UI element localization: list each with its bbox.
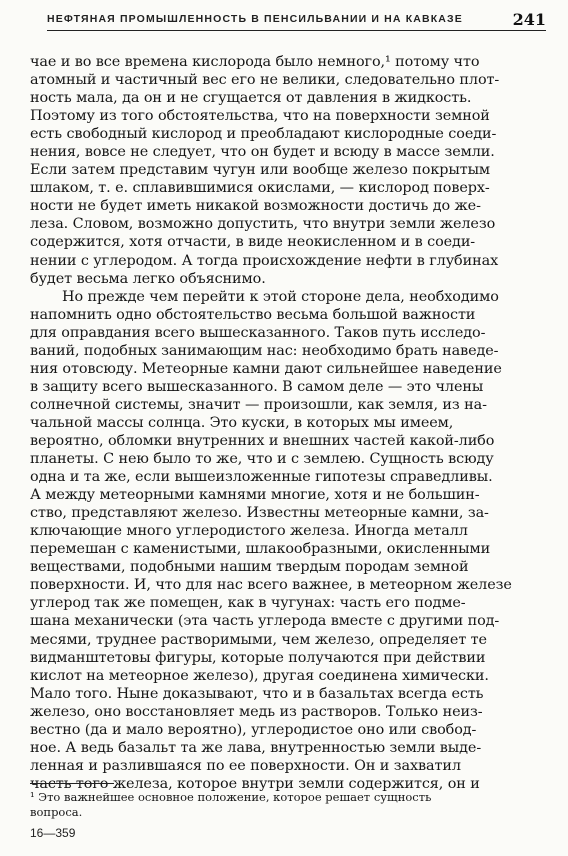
page-header	[47, 8, 546, 31]
footnote-separator	[30, 783, 114, 784]
paragraph-2: Но прежде чем перейти к этой стороне дела, необходимо напомнить одно обстоятельство весьма большой важности для оправдания всего вышесказанного. Таков путь исследо- ваний, подобных занимающим нас: необходимо брать наведе- ния отовсюду. Метеорные камни дают сильнейшее наведение в защиту всего вышесказанного. В самом деле — это члены солнечной системы, значит — произошли, как земля, из на- чальной массы солнца. Это куски, в которых мы имеем, вероятно, обломки внутренних и внешних частей какой-либо планеты. С нею было то же, что и с землею. Сущность всюду одна и та же, если вышеизложенные гипотезы справедливы. А между метеорными камнями многие, хотя и не большин- ство, представляют железо. Известны метеорные камни, за- ключающие много углеродистого железа. Иногда металл перемешан с каменистыми, шлакообразными, окисленными веществами, подобными нашим твердым породам земной поверхности. И, что для нас всего важнее, в метеорном железе углерод так же помещен, как в чугунах: часть его подме- шана механически (эта часть углерода вместе с другими под- месями, труднее растворимыми, чем железо, определяет те видманштетовы фигуры, которые получаются при действии кислот на метеорное железо), другая соединена химически. Мало того. Ныне доказывают, что и в базальтах всегда есть железо, оно восстановляет медь из растворов. Только неиз- вестно (да и мало вероятно), углеродистое оно или свобод- ное. А ведь базальт та же лава, внутренностью земли выде- ленная и разлившаяся по ее поверхности. Он и захватил часть того железа, которое внутри земли содержится, он и	[30, 288, 512, 792]
printer-signature: 16—359	[30, 826, 76, 840]
running-title: НЕФТЯНАЯ ПРОМЫШЛЕННОСТЬ В ПЕНСИЛЬВАНИИ И НА КАВКАЗЕ	[47, 13, 463, 25]
main-text	[30, 53, 544, 793]
page-number: 241	[512, 10, 546, 29]
paragraph-1: чае и во все времена кислорода было немного,¹ потому что атомный и частичный вес его не велики, следовательно плот- ность мала, да он и не сгущается от давления в жидкость. Поэтому из того обстоятельства, что на поверхности земной есть свободный кислород и преобладают кислородные соеди- нения, вовсе не следует, что он будет и всюду в массе земли. Если затем представим чугун или вообще железо покрытым шлаком, т. е. сплавившимися окислами, — кислород поверх- ности не будет иметь никакой возможности достичь до же- леза. Словом, возможно допустить, что внутри земли железо содержится, хотя отчасти, в виде неокисленном и в соеди- нении с углеродом. А тогда происхождение нефти в глубинах будет весьма легко объяснимо.	[30, 54, 500, 287]
footnote: ¹ Это важнейшее основное положение, которое решает сущность вопроса.	[30, 790, 432, 819]
